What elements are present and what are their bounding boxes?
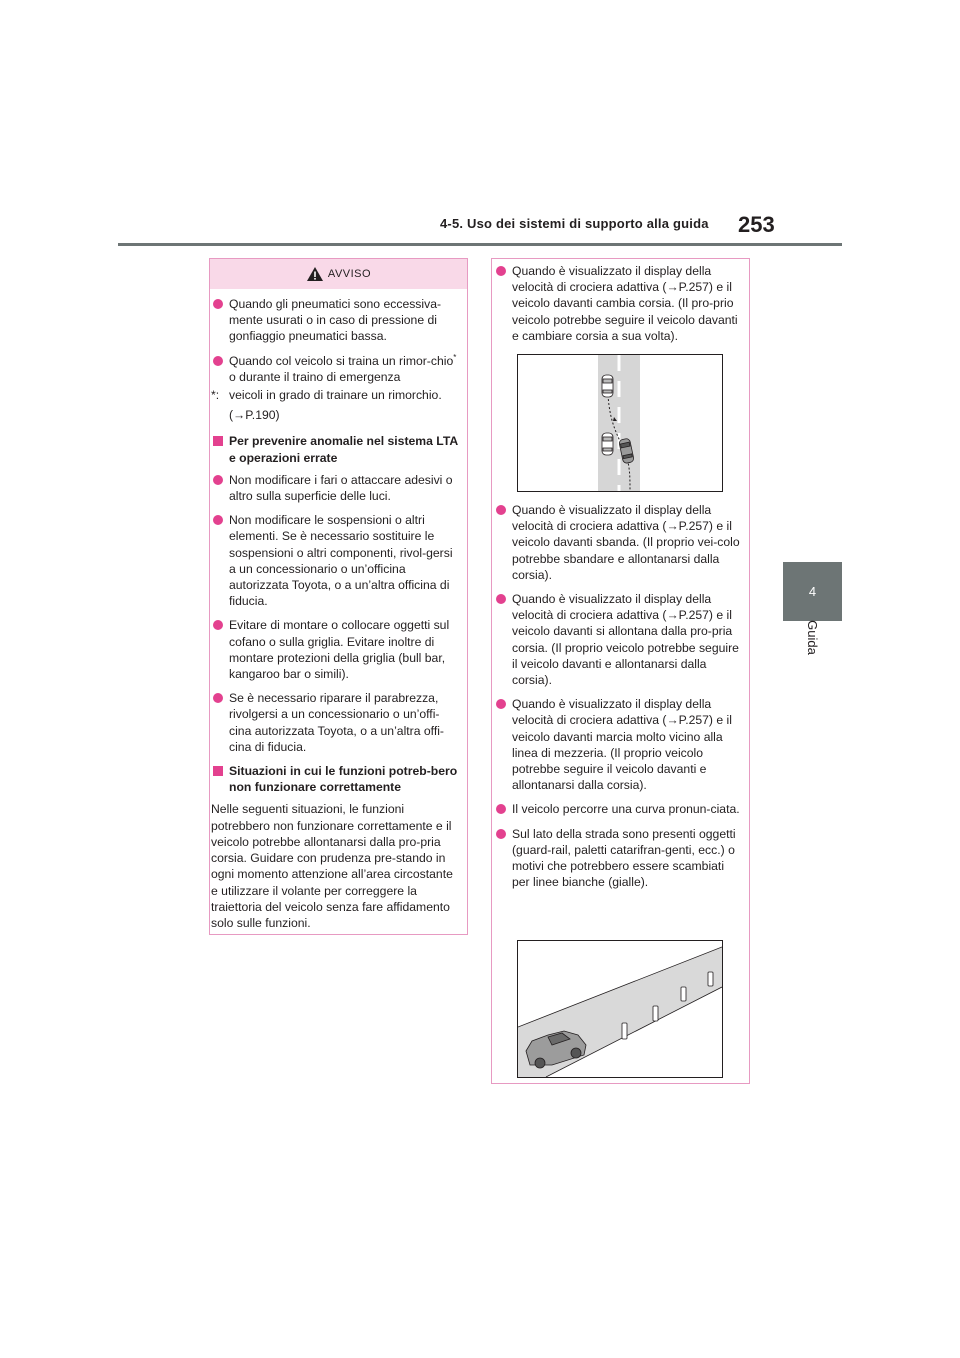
warning-bullet: Non modificare i fari o attaccare adesivi o altro sulla superficie delle luci. [211, 472, 459, 504]
right-bullet: Il veicolo percorre una curva pronun-ciata. [494, 801, 742, 817]
warning-heading: Per prevenire anomalie nel sistema LTA e operazioni errate [211, 433, 459, 465]
lane-change-illustration [517, 354, 723, 492]
right-bullet-1: Quando è visualizzato il display della velocità di crociera adattiva (→P.257) e il veicolo davanti cambia corsia. (Il pro-prio veicolo potrebbe seguire il veicolo davanti e cambiare corsia a sua volta). [494, 263, 742, 352]
warning-bullet: Quando gli pneumatici sono eccessiva-mente usurati o in caso di pressione di gonfiaggio pneumatici bassa. [211, 296, 459, 345]
right-bullet: Quando è visualizzato il display della velocità di crociera adattiva (→P.257) e il veicolo davanti sbanda. (Il proprio vei-colo potrebbe sbandare e allontanarsi dalla corsia). [494, 502, 742, 583]
warning-bullet: Se è necessario riparare il parabrezza, rivolgersi a un concessionario o un’offi-cina autorizzata Toyota, o a un’altra offi-cina di fiducia. [211, 690, 459, 755]
right-bullet: Sul lato della strada sono presenti oggetti (guard-rail, paletti catarifran-genti, ecc.) o motivi che potrebbero essere scambiati per linee bianche (gialle). [494, 826, 742, 891]
warning-paragraph: Nelle seguenti situazioni, le funzioni potrebbero non funzionare correttamente e il veicolo potrebbe allontanarsi dalla pro-pria corsia. Guidare con prudenza pre-stando in ogni momento attenzione all’area circostante e utilizzare il volante per correggere la traiettoria del veicolo senza fare affidamento solo sulle funzioni. [211, 802, 453, 930]
footnote: *: veicoli in grado di trainare un rimorchio. [211, 388, 442, 403]
lane-change-drawing [518, 355, 722, 491]
warning-heading: Situazioni in cui le funzioni potreb-bero non funzionare correttamente [211, 763, 459, 795]
warning-triangle-icon [306, 266, 324, 282]
warning-content [211, 296, 459, 937]
right-bullet: Quando è visualizzato il display della velocità di crociera adattiva (→P.257) e il veicolo davanti marcia molto vicino alla linea di mezzeria. (Il proprio veicolo potrebbe seguire il veicolo davanti e allontanarsi dalla corsia). [494, 696, 742, 793]
footnote-ref: (→P.190) [229, 408, 280, 423]
section-title: 4-5. Uso dei sistemi di supporto alla guida [440, 216, 709, 231]
right-content [494, 502, 742, 898]
page-number: 253 [738, 212, 775, 237]
header-rule [118, 243, 842, 246]
right-bullet: Quando è visualizzato il display della velocità di crociera adattiva (→P.257) e il veicolo davanti si allontana dalla pro-pria corsia. (Il proprio veicolo potrebbe seguire il veicolo davanti e allontanarsi dalla corsia). [494, 591, 742, 688]
warning-bullet: Non modificare le sospensioni o altri elementi. Se è necessario sostituire le sospensioni o altri componenti, rivol-gersi a un concessionario o un’officina autorizzata Toyota, o a un’altra officina di fiducia. [211, 512, 459, 609]
warning-bullet-towing: Quando col veicolo si traina un rimor-chio* o durante il traino di emergenza [211, 353, 459, 385]
roadside-drawing [518, 941, 722, 1077]
chapter-tab: 4 [783, 562, 842, 621]
warning-title: AVVISO [327, 268, 372, 280]
roadside-objects-illustration [517, 940, 723, 1078]
warning-header [210, 259, 467, 289]
warning-bullet: Evitare di montare o collocare oggetti sul cofano o sulla griglia. Evitare inoltre di montare protezioni della griglia (bull bar, kangaroo bar o simili). [211, 617, 459, 682]
chapter-label: Guida [804, 620, 820, 655]
